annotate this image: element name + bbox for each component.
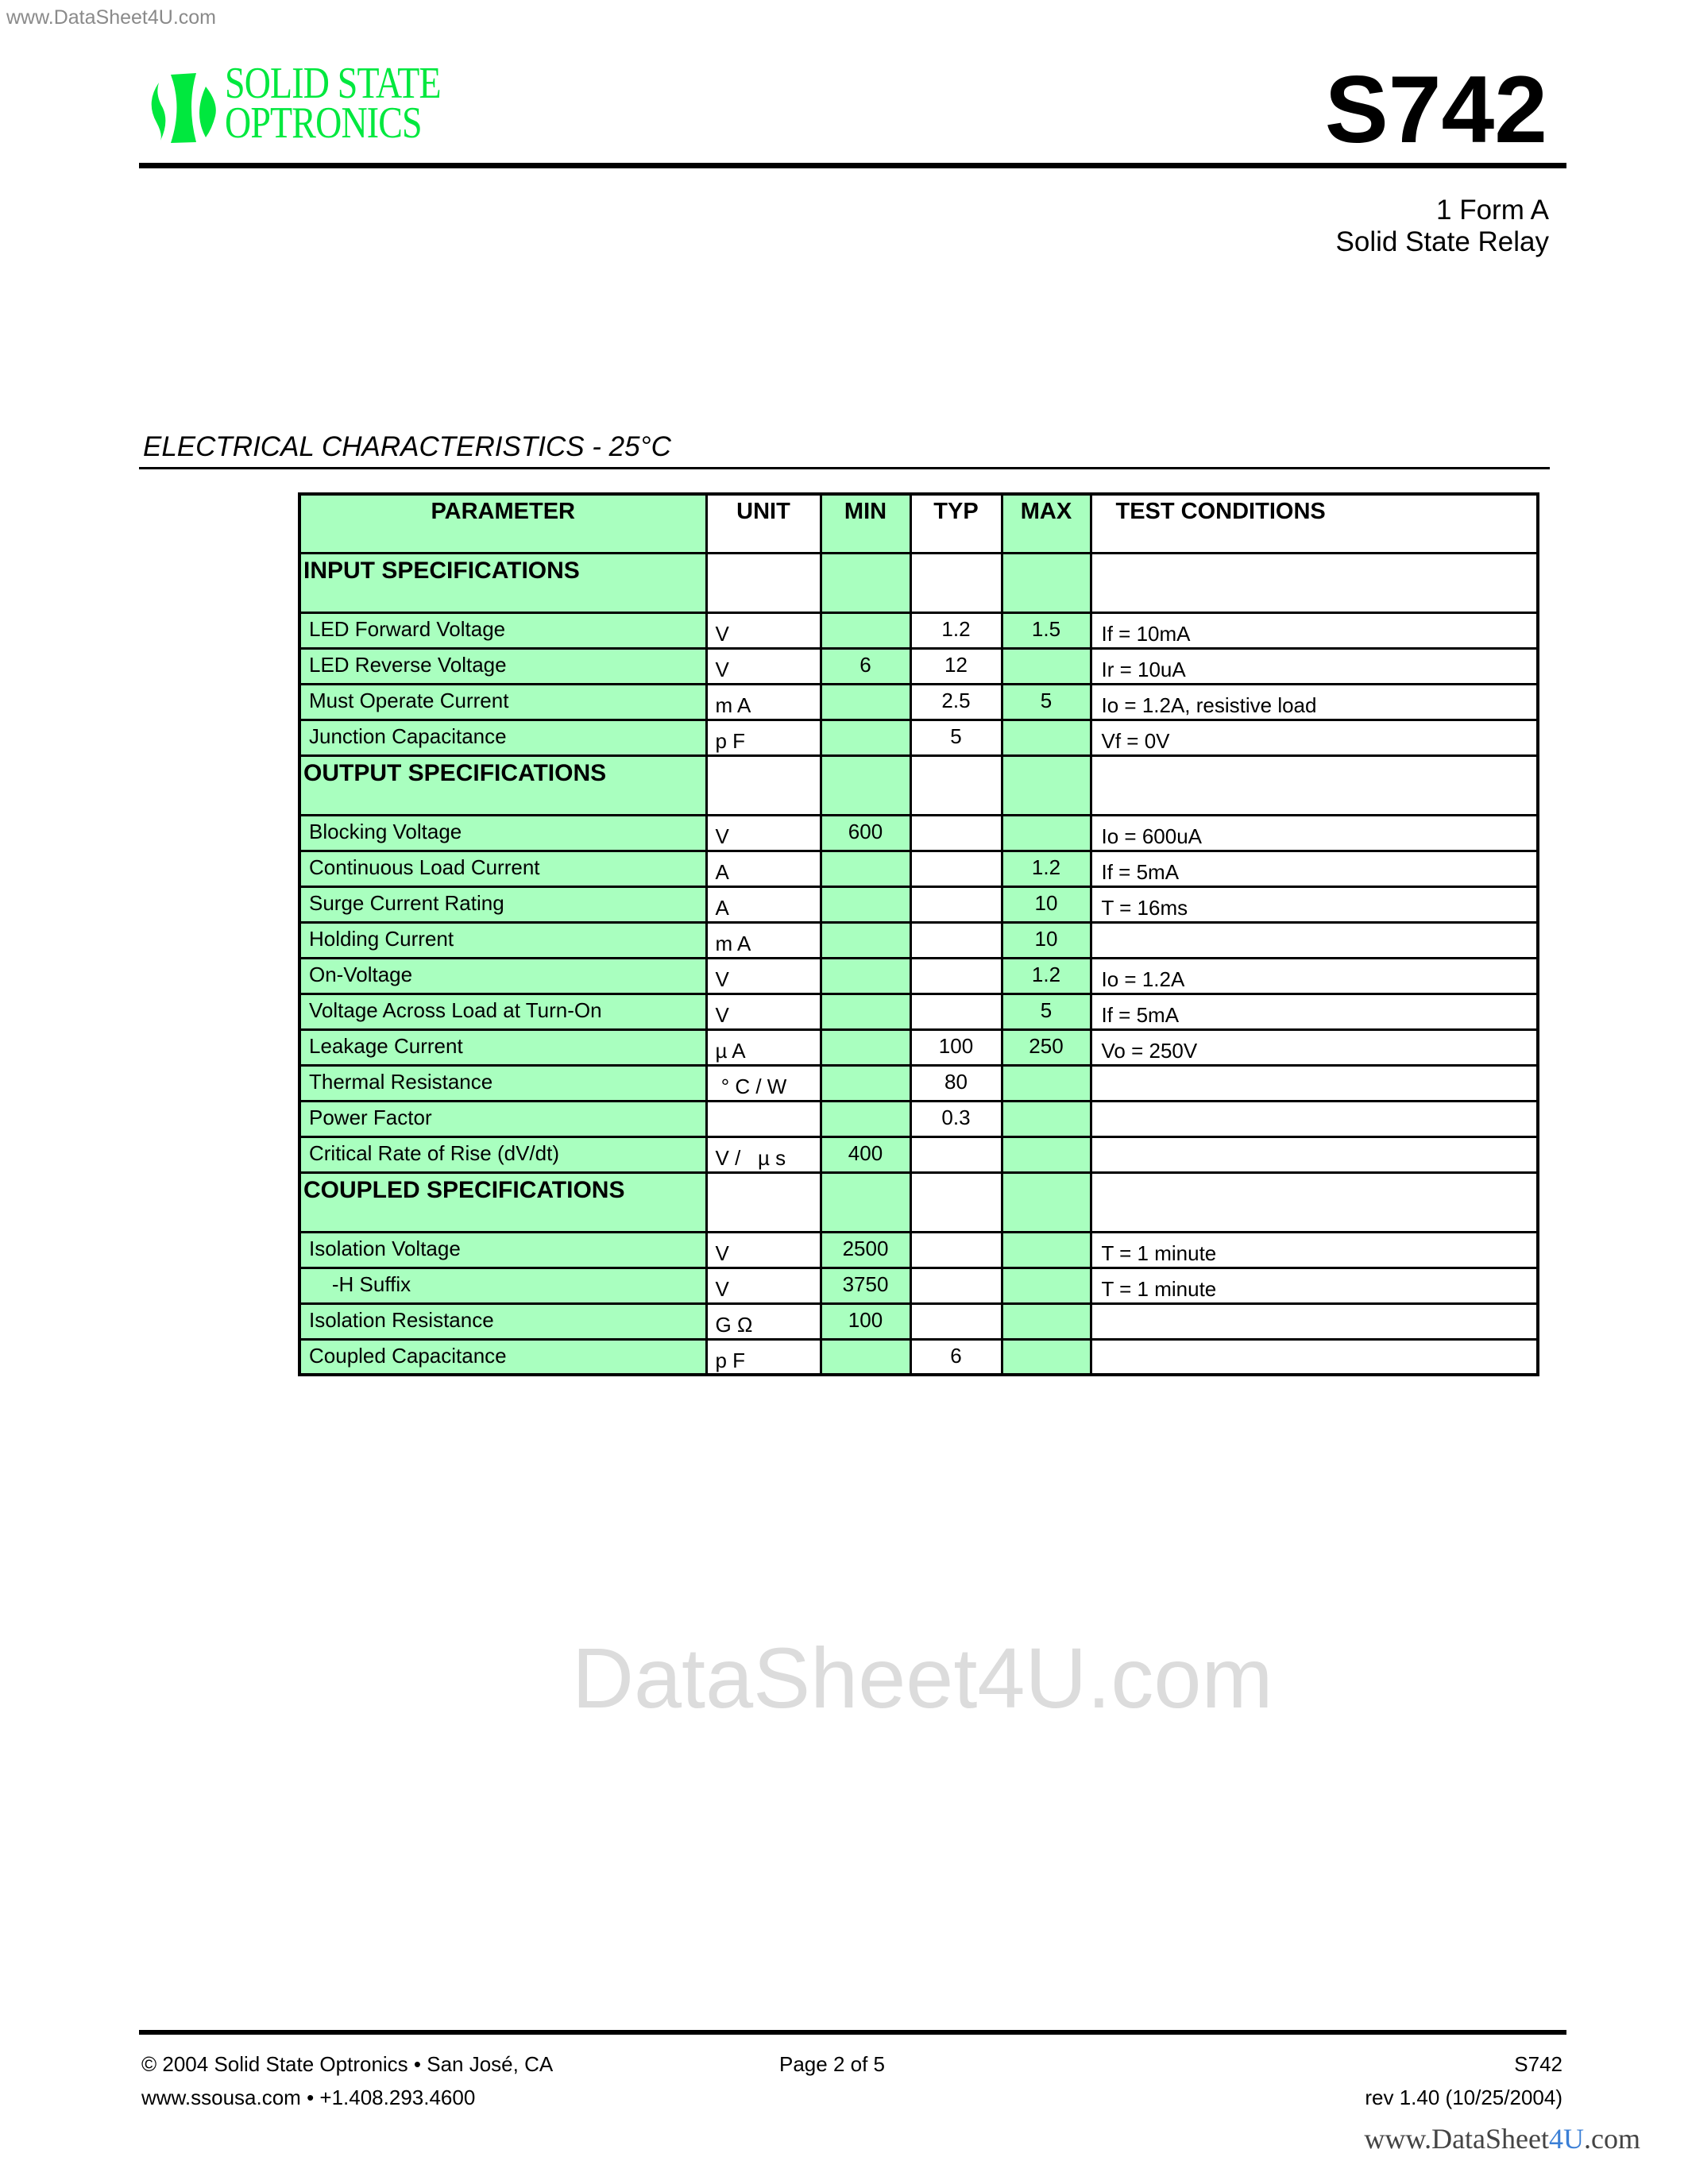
empty-cell (706, 1172, 821, 1232)
section-row (299, 1172, 1538, 1232)
cell-min (821, 851, 910, 886)
footer-page-number: Page 2 of 5 (779, 2052, 885, 2076)
cell-min (821, 958, 910, 994)
section-row (299, 553, 1538, 612)
cell-unit: V (706, 612, 821, 648)
cell-param: On-Voltage (299, 958, 706, 994)
cell-min (821, 1029, 910, 1065)
cell-typ (910, 886, 1002, 922)
cell-cond: Io = 1.2A (1091, 958, 1538, 994)
cell-unit: m A (706, 684, 821, 720)
cell-cond (1091, 1339, 1538, 1375)
cell-cond: If = 10mA (1091, 612, 1538, 648)
cell-max (1002, 1232, 1091, 1268)
cell-max (1002, 1303, 1091, 1339)
cell-cond: Io = 1.2A, resistive load (1091, 684, 1538, 720)
cell-typ (910, 1303, 1002, 1339)
cell-min (821, 922, 910, 958)
watermark-top: www.DataSheet4U.com (6, 6, 217, 29)
cell-min: 400 (821, 1136, 910, 1172)
header-rule (139, 163, 1566, 168)
cell-unit: V (706, 1232, 821, 1268)
watermark-bottom-post: .com (1584, 2123, 1640, 2155)
cell-typ (910, 994, 1002, 1029)
cell-max (1002, 1136, 1091, 1172)
empty-cell (1091, 1172, 1538, 1232)
footer-part: S742 (1514, 2052, 1562, 2076)
cell-param: Surge Current Rating (299, 886, 706, 922)
cell-unit: V (706, 958, 821, 994)
table-row (299, 886, 1538, 922)
table-row (299, 958, 1538, 994)
cell-param: LED Forward Voltage (299, 612, 706, 648)
empty-cell (706, 553, 821, 612)
cell-min (821, 1339, 910, 1375)
footer-revision: rev 1.40 (10/25/2004) (1365, 2086, 1562, 2109)
watermark-middle: DataSheet4U.com (572, 1630, 1273, 1726)
cell-unit: m A (706, 922, 821, 958)
cell-typ: 2.5 (910, 684, 1002, 720)
cell-max: 250 (1002, 1029, 1091, 1065)
cell-cond: If = 5mA (1091, 851, 1538, 886)
footer-copyright: © 2004 Solid State Optronics • San José, CA (141, 2052, 554, 2076)
cell-typ: 80 (910, 1065, 1002, 1101)
cell-param: Isolation Voltage (299, 1232, 706, 1268)
cell-max: 10 (1002, 922, 1091, 958)
cell-max: 5 (1002, 684, 1091, 720)
cell-param: Blocking Voltage (299, 815, 706, 851)
empty-cell (1002, 755, 1091, 815)
cell-unit: µ A (706, 1029, 821, 1065)
cell-param: Power Factor (299, 1101, 706, 1136)
cell-max: 1.5 (1002, 612, 1091, 648)
section-heading: COUPLED SPECIFICATIONS (299, 1172, 706, 1232)
cell-cond (1091, 1065, 1538, 1101)
section-row (299, 755, 1538, 815)
cell-max (1002, 720, 1091, 755)
cell-typ: 0.3 (910, 1101, 1002, 1136)
cell-unit: V / µ s (706, 1136, 821, 1172)
empty-cell (910, 755, 1002, 815)
cell-cond: If = 5mA (1091, 994, 1538, 1029)
column-header: PARAMETER (299, 494, 706, 553)
table-row (299, 1232, 1538, 1268)
empty-cell (910, 1172, 1002, 1232)
cell-param: Leakage Current (299, 1029, 706, 1065)
subtitle-line-1: 1 Form A (1436, 195, 1549, 226)
table-row (299, 1339, 1538, 1375)
table-row (299, 1065, 1538, 1101)
cell-min (821, 1101, 910, 1136)
product-subtitle (1336, 195, 1549, 258)
electrical-characteristics-table (298, 492, 1539, 1376)
cell-param: Critical Rate of Rise (dV/dt) (299, 1136, 706, 1172)
cell-max (1002, 1339, 1091, 1375)
empty-cell (1091, 755, 1538, 815)
column-header: TEST CONDITIONS (1091, 494, 1538, 553)
cell-cond: T = 1 minute (1091, 1268, 1538, 1303)
cell-cond (1091, 922, 1538, 958)
cell-unit: p F (706, 720, 821, 755)
cell-min (821, 994, 910, 1029)
cell-max (1002, 1101, 1091, 1136)
cell-typ: 1.2 (910, 612, 1002, 648)
empty-cell (1002, 553, 1091, 612)
cell-max: 5 (1002, 994, 1091, 1029)
cell-param: -H Suffix (299, 1268, 706, 1303)
table-row (299, 994, 1538, 1029)
cell-cond: Io = 600uA (1091, 815, 1538, 851)
cell-min: 6 (821, 648, 910, 684)
cell-unit: A (706, 886, 821, 922)
cell-max (1002, 648, 1091, 684)
cell-param: Junction Capacitance (299, 720, 706, 755)
cell-min (821, 720, 910, 755)
cell-max (1002, 1268, 1091, 1303)
cell-typ (910, 1232, 1002, 1268)
watermark-bottom-pre: www.DataSheet (1364, 2123, 1550, 2155)
empty-cell (821, 755, 910, 815)
table-header-row (299, 494, 1538, 553)
table-row (299, 612, 1538, 648)
cell-min: 2500 (821, 1232, 910, 1268)
column-header: MIN (821, 494, 910, 553)
cell-typ: 5 (910, 720, 1002, 755)
footer-rule (139, 2030, 1566, 2035)
empty-cell (821, 553, 910, 612)
table-row (299, 648, 1538, 684)
footer-left (141, 2047, 553, 2114)
column-header: MAX (1002, 494, 1091, 553)
cell-max (1002, 1065, 1091, 1101)
cell-min (821, 612, 910, 648)
cell-max: 1.2 (1002, 851, 1091, 886)
cell-typ: 100 (910, 1029, 1002, 1065)
cell-unit: V (706, 815, 821, 851)
cell-min (821, 886, 910, 922)
cell-cond (1091, 1101, 1538, 1136)
cell-param: Isolation Resistance (299, 1303, 706, 1339)
cell-unit: ° C / W (706, 1065, 821, 1101)
section-heading: INPUT SPECIFICATIONS (299, 553, 706, 612)
cell-min (821, 684, 910, 720)
cell-typ: 12 (910, 648, 1002, 684)
table-row (299, 1303, 1538, 1339)
cell-typ (910, 1136, 1002, 1172)
section-rule (139, 467, 1550, 469)
table-row (299, 922, 1538, 958)
table-row (299, 1136, 1538, 1172)
column-header: TYP (910, 494, 1002, 553)
table-row (299, 684, 1538, 720)
cell-param: Must Operate Current (299, 684, 706, 720)
cell-param: Holding Current (299, 922, 706, 958)
cell-param: LED Reverse Voltage (299, 648, 706, 684)
empty-cell (1002, 1172, 1091, 1232)
table-row (299, 1268, 1538, 1303)
cell-unit: p F (706, 1339, 821, 1375)
table-row (299, 720, 1538, 755)
table-row (299, 1101, 1538, 1136)
footer-contact: www.ssousa.com • +1.408.293.4600 (141, 2086, 476, 2109)
cell-typ (910, 922, 1002, 958)
cell-min: 100 (821, 1303, 910, 1339)
watermark-bottom-highlight: 4U (1549, 2123, 1585, 2155)
part-number-title: S742 (1324, 56, 1547, 163)
cell-typ (910, 851, 1002, 886)
cell-max: 1.2 (1002, 958, 1091, 994)
cell-unit (706, 1101, 821, 1136)
cell-typ: 6 (910, 1339, 1002, 1375)
logo-line-1: SOLID STATE (225, 59, 441, 108)
cell-param: Thermal Resistance (299, 1065, 706, 1101)
logo-line-2: OPTRONICS (225, 98, 422, 148)
cell-param: Voltage Across Load at Turn-On (299, 994, 706, 1029)
cell-cond: Vo = 250V (1091, 1029, 1538, 1065)
cell-typ (910, 815, 1002, 851)
cell-cond: T = 1 minute (1091, 1232, 1538, 1268)
empty-cell (1091, 553, 1538, 612)
cell-cond: Ir = 10uA (1091, 648, 1538, 684)
cell-param: Continuous Load Current (299, 851, 706, 886)
cell-cond: T = 16ms (1091, 886, 1538, 922)
table-row (299, 815, 1538, 851)
cell-unit: V (706, 994, 821, 1029)
cell-min (821, 1065, 910, 1101)
cell-typ (910, 958, 1002, 994)
section-heading: OUTPUT SPECIFICATIONS (299, 755, 706, 815)
company-logo-text (225, 59, 441, 148)
cell-max (1002, 815, 1091, 851)
cell-cond: Vf = 0V (1091, 720, 1538, 755)
cell-max: 10 (1002, 886, 1091, 922)
empty-cell (821, 1172, 910, 1232)
table-row (299, 851, 1538, 886)
cell-unit: A (706, 851, 821, 886)
watermark-bottom (1364, 2122, 1640, 2155)
footer-right (1365, 2047, 1562, 2114)
table-row (299, 1029, 1538, 1065)
cell-cond (1091, 1303, 1538, 1339)
cell-cond (1091, 1136, 1538, 1172)
empty-cell (706, 755, 821, 815)
section-title: ELECTRICAL CHARACTERISTICS - 25°C (143, 431, 671, 462)
subtitle-line-2: Solid State Relay (1335, 226, 1549, 257)
cell-unit: G Ω (706, 1303, 821, 1339)
cell-unit: V (706, 648, 821, 684)
cell-typ (910, 1268, 1002, 1303)
column-header: UNIT (706, 494, 821, 553)
cell-min: 600 (821, 815, 910, 851)
cell-unit: V (706, 1268, 821, 1303)
cell-min: 3750 (821, 1268, 910, 1303)
empty-cell (910, 553, 1002, 612)
cell-param: Coupled Capacitance (299, 1339, 706, 1375)
